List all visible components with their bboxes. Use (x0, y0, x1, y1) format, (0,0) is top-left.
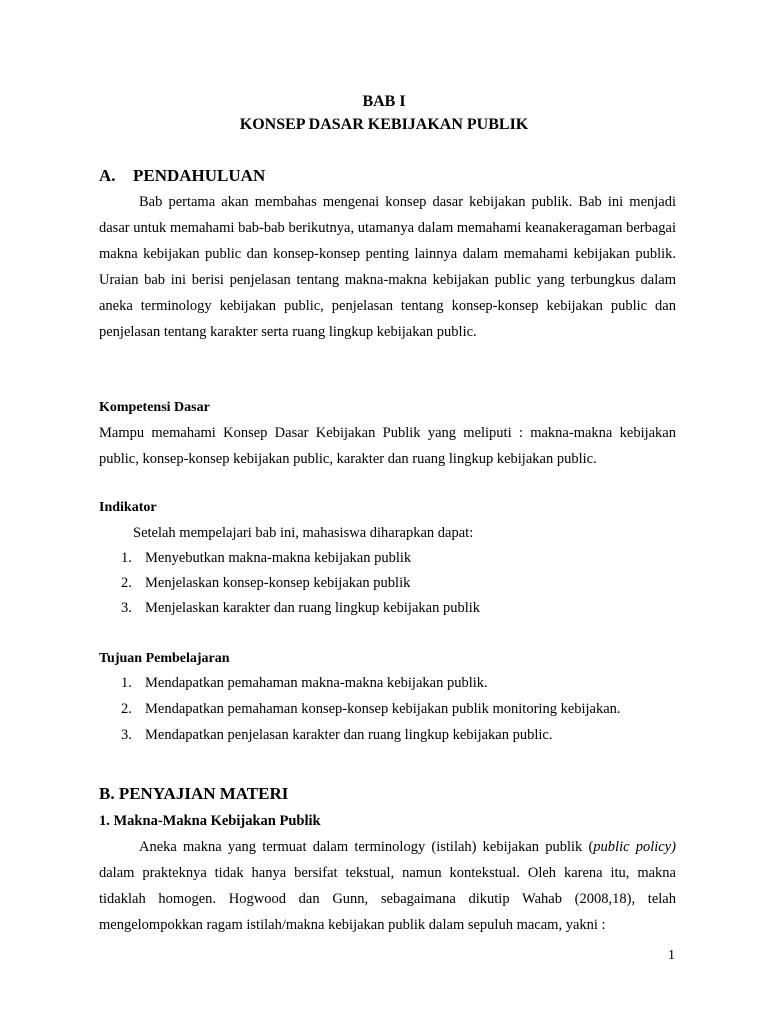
intro-paragraph: Bab pertama akan membahas mengenai konsep dasar kebijakan publik. Bab ini menjadi dasar untuk memahami bab-bab berikutnya, utamanya dalam memahami keanakeragaman berbagai makna kebijakan public dan konsep-konsep penting lainnya dalam memahami kebijakan publik. Uraian bab ini berisi penjelasan tentang makna-makna kebijakan public yang terbungkus dalam aneka terminology kebijakan public, penjelasan tentang konsep-konsep kebijakan public dan penjelasan tentang karakter serta ruang lingkup kebijakan public. (99, 194, 676, 340)
makna-paragraph (99, 834, 676, 938)
tujuan-item (121, 675, 488, 692)
list-text: Menjelaskan karakter dan ruang lingkup kebijakan publik (145, 600, 481, 616)
section-a-heading (99, 166, 265, 186)
section-b-heading: B. PENYAJIAN MATERI (99, 784, 289, 803)
list-text: Mendapatkan penjelasan karakter dan ruang lingkup kebijakan public. (145, 727, 553, 743)
list-number: 1. (121, 550, 132, 566)
section-a-letter: A. (99, 166, 116, 185)
list-number: 1. (121, 675, 132, 691)
tujuan-heading: Tujuan Pembelajaran (99, 651, 230, 666)
list-number: 2. (121, 575, 132, 591)
list-number: 3. (121, 727, 132, 743)
chapter-title: KONSEP DASAR KEBIJAKAN PUBLIK (239, 116, 529, 133)
subsection-1-heading: 1. Makna-Makna Kebijakan Publik (99, 813, 321, 829)
indikator-heading: Indikator (99, 500, 157, 515)
section-a-title: PENDAHULUAN (133, 166, 266, 185)
list-number: 2. (121, 701, 132, 717)
kompetensi-text: Mampu memahami Konsep Dasar Kebijakan Publik yang meliputi : makna-makna kebijakan public, konsep-konsep kebijakan public, karakter dan ruang lingkup kebijakan public. (99, 425, 676, 467)
indikator-intro: Setelah mempelajari bab ini, mahasiswa diharapkan dapat: (133, 525, 474, 541)
tujuan-item (121, 701, 621, 718)
list-text: Menjelaskan konsep-konsep kebijakan publik (145, 575, 411, 591)
list-text: Mendapatkan pemahaman konsep-konsep kebijakan publik monitoring kebijakan. (145, 701, 621, 717)
indikator-item (121, 600, 480, 617)
page-number: 1 (668, 948, 675, 963)
list-text: Mendapatkan pemahaman makna-makna kebijakan publik. (145, 675, 488, 691)
makna-text-2: dalam prakteknya tidak hanya bersifat tekstual, namun kontekstual. Oleh karena itu, makna tidaklah homogen. Hogwood dan Gunn, sebagaimana dikutip Wahab (2008,18), telah mengelompokkan ragam istilah/makna kebijakan publik dalam sepuluh macam, yakni : (99, 865, 676, 933)
indikator-item (121, 575, 410, 592)
indikator-item (121, 550, 411, 567)
list-text: Menyebutkan makna-makna kebijakan publik (145, 550, 412, 566)
tujuan-item (121, 727, 552, 744)
list-number: 3. (121, 600, 132, 616)
makna-italic-term: public policy) (593, 839, 676, 855)
chapter-number: BAB I (362, 93, 406, 110)
makna-text-1: Aneka makna yang termuat dalam terminology (istilah) kebijakan publik ( (139, 839, 594, 855)
kompetensi-heading: Kompetensi Dasar (99, 400, 210, 415)
